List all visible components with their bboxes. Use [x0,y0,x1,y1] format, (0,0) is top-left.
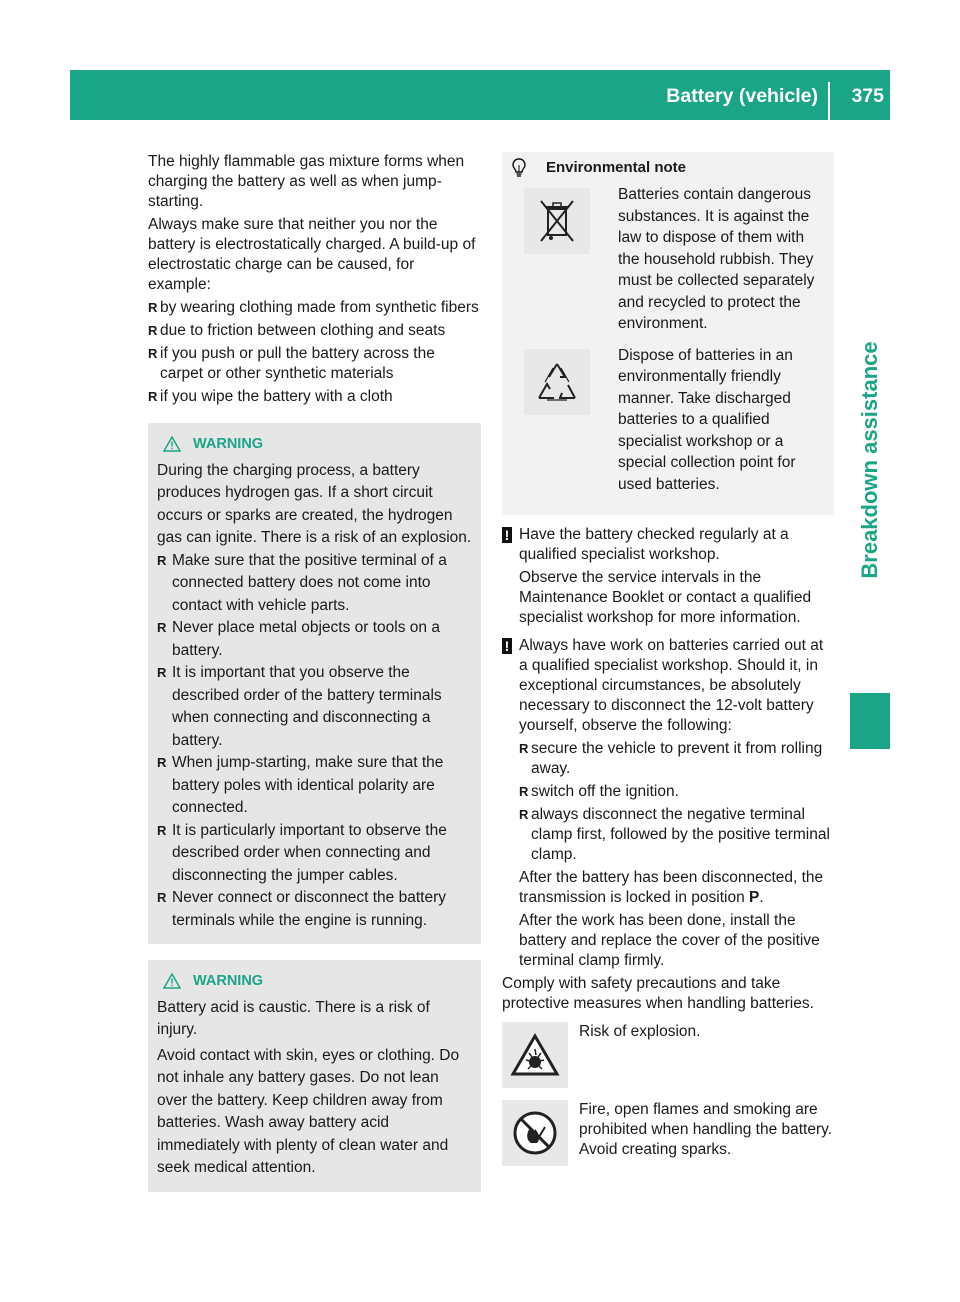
warning-list [157,550,472,933]
section-title: Battery (vehicle) [666,85,818,107]
crossed-bin-icon [524,188,590,254]
list-item: R if you push or pull the battery across the carpet or other synthetic materials [148,344,481,384]
cause-list [148,298,481,407]
env-text: Batteries contain dangerous substances. It is against the law to dispose of them with the household rubbish. They must be collected separately and recycled to protect the environment. [618,186,815,332]
list-item: R Never connect or disconnect the battery terminals while the engine is running. [157,887,472,932]
explosion-warning-icon [502,1022,568,1088]
warning-heading [163,970,472,993]
note-text: Observe the service intervals in the Maintenance Booklet or contact a qualified specialist workshop for more information. [519,569,812,626]
intro-paragraph-2: Always make sure that neither you nor the battery is electrostatically charged. A build-up of electrostatic charge can be caused, for example: [148,216,476,293]
caution-note-1 [502,525,834,628]
note-list [519,739,834,865]
note-text-part: After the battery has been disconnected, the transmission is locked in position [519,869,824,906]
list-item: R Never place metal objects or tools on a battery. [157,617,472,662]
warning-box-acid [148,960,481,1192]
lightbulb-icon [512,158,526,178]
warning-box-explosion [148,423,481,944]
list-item: R secure the vehicle to prevent it from rolling away. [519,739,834,779]
list-item: R always disconnect the negative terminal clamp first, followed by the positive terminal clamp. [519,805,834,865]
symbol-row-no-fire [502,1100,834,1166]
safety-intro: Comply with safety precautions and take protective measures when handling batteries. [502,975,814,1012]
note-text [519,868,834,908]
list-item: R by wearing clothing made from synthetic fibers [148,298,481,318]
symbol-text: Fire, open flames and smoking are prohibited when handling the battery. Avoid creating sparks. [579,1101,833,1158]
side-chapter-tab [850,130,890,690]
exclamation-icon: ! [502,527,512,543]
symbol-row-explosion [502,1022,834,1088]
env-row-disposal [512,184,824,335]
no-fire-icon [502,1100,568,1166]
right-column [502,152,834,1166]
list-item: R if you wipe the battery with a cloth [148,387,481,407]
caution-note-2 [502,636,834,971]
list-item: R switch off the ignition. [519,782,834,802]
list-item: R Make sure that the positive terminal of a connected battery does not come into contact with vehicle parts. [157,550,472,618]
warning-triangle-icon [163,973,181,989]
warning-text: Battery acid is caustic. There is a risk of injury. [157,998,430,1038]
left-column [148,152,481,1192]
environmental-note-box [502,152,834,515]
environmental-note-heading [512,158,824,178]
env-text: Dispose of batteries in an environmentally friendly manner. Take discharged batteries to a qualified specialist workshop or a special collection point for used batteries. [618,346,796,493]
gear-position-label: P [749,889,760,906]
symbol-text: Risk of explosion. [579,1023,701,1040]
list-item: R It is particularly important to observe the described order when connecting and disconnecting the jumper cables. [157,820,472,888]
warning-text: During the charging process, a battery produces hydrogen gas. If a short circuit occurs or sparks are created, the hydrogen gas can ignite. There is a risk of an explosion. [157,461,472,546]
page-header-bar [70,70,890,120]
note-text-part: . [759,889,764,906]
warning-text: Avoid contact with skin, eyes or clothing. Do not inhale any battery gases. Do not lean over the battery. Keep children away from batteries. Wash away battery acid immediately with plenty of clean water and seek medical attention. [157,1046,460,1176]
note-text: Have the battery checked regularly at a qualified specialist workshop. [519,526,789,563]
recycle-icon [524,349,590,415]
warning-heading [163,433,472,456]
exclamation-icon: ! [502,638,512,654]
env-row-recycle [512,345,824,496]
list-item: R When jump-starting, make sure that the battery poles with identical polarity are connected. [157,752,472,820]
page-number: 375 [851,85,884,107]
warning-title: WARNING [193,973,264,989]
note-text: Always have work on batteries carried out at a qualified specialist workshop. Should it, in exceptional circumstances, be absolutely necessary to disconnect the 12-volt battery yourself, observe the following: [519,637,824,734]
header-divider [828,82,830,120]
warning-triangle-icon [163,436,181,452]
list-item: R It is important that you observe the described order of the battery terminals when connecting and disconnecting a battery. [157,662,472,752]
environmental-note-title: Environmental note [546,159,687,176]
warning-title: WARNING [193,436,264,452]
chapter-marker-block [850,693,890,749]
note-text: After the work has been done, install the battery and replace the cover of the positive terminal clamp firmly. [519,912,820,969]
list-item: R due to friction between clothing and seats [148,321,481,341]
intro-paragraph-1: The highly flammable gas mixture forms when charging the battery as well as when jump-starting. [148,153,465,210]
chapter-label: Breakdown assistance [857,341,882,579]
